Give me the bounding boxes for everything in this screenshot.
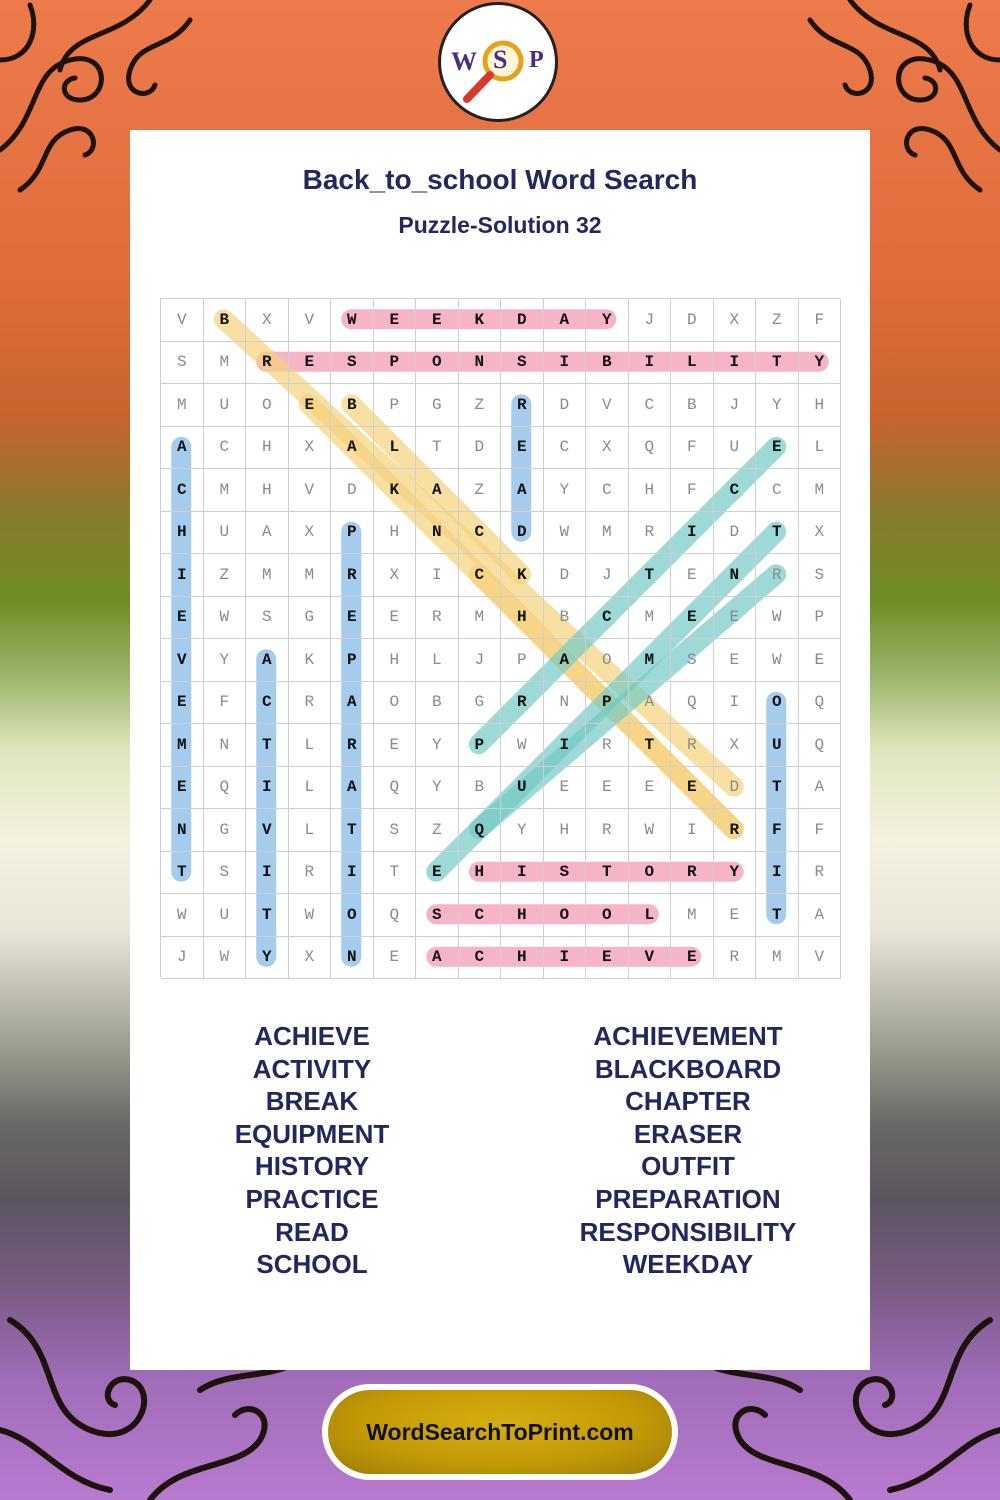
grid-cell[interactable]: I	[714, 682, 757, 725]
letter-grid	[160, 298, 840, 978]
grid-cell[interactable]: Y	[586, 299, 629, 342]
grid-cell[interactable]: Y	[416, 724, 459, 767]
grid-cell[interactable]: F	[756, 809, 799, 852]
grid-cell[interactable]: R	[416, 597, 459, 640]
grid-cell[interactable]: M	[756, 937, 799, 980]
grid-cell[interactable]: E	[671, 767, 714, 810]
word-list-item: WEEKDAY	[622, 1249, 754, 1280]
grid-cell[interactable]: W	[204, 597, 247, 640]
grid-cell[interactable]: E	[416, 299, 459, 342]
grid-cell[interactable]: R	[331, 554, 374, 597]
grid-cell[interactable]: W	[204, 937, 247, 980]
grid-cell[interactable]: I	[501, 852, 544, 895]
grid-cell[interactable]: P	[374, 384, 417, 427]
grid-cell[interactable]: M	[161, 724, 204, 767]
grid-cell[interactable]: O	[544, 894, 587, 937]
grid-cell[interactable]: C	[586, 469, 629, 512]
grid-cell[interactable]: Q	[374, 767, 417, 810]
grid-cell[interactable]: T	[246, 894, 289, 937]
grid-cell[interactable]: Q	[629, 427, 672, 470]
grid-cell[interactable]: B	[459, 767, 502, 810]
grid-cell[interactable]: C	[161, 469, 204, 512]
grid-cell[interactable]: C	[756, 469, 799, 512]
grid-cell[interactable]: R	[714, 809, 757, 852]
grid-cell[interactable]: E	[714, 894, 757, 937]
grid-cell[interactable]: Z	[204, 554, 247, 597]
grid-cell[interactable]: D	[544, 554, 587, 597]
grid-cell[interactable]: M	[204, 342, 247, 385]
grid-cell[interactable]: L	[374, 427, 417, 470]
grid-cell[interactable]: R	[289, 852, 332, 895]
word-list-item: OUTFIT	[641, 1151, 735, 1182]
grid-cell[interactable]: Y	[714, 852, 757, 895]
grid-cell[interactable]: S	[374, 809, 417, 852]
grid-cell[interactable]: I	[331, 852, 374, 895]
grid-cell[interactable]: M	[629, 639, 672, 682]
grid-cell[interactable]: A	[544, 299, 587, 342]
grid-cell[interactable]: C	[459, 554, 502, 597]
word-list-item: PRACTICE	[245, 1183, 379, 1214]
grid-cell[interactable]: E	[331, 597, 374, 640]
grid-cell[interactable]: U	[204, 384, 247, 427]
grid-cell[interactable]: D	[331, 469, 374, 512]
grid-cell[interactable]: X	[714, 299, 757, 342]
grid-cell[interactable]: S	[544, 852, 587, 895]
grid-cell[interactable]: R	[629, 512, 672, 555]
grid-cell[interactable]: A	[416, 937, 459, 980]
grid-cell[interactable]: R	[799, 852, 842, 895]
grid-cell[interactable]: A	[799, 894, 842, 937]
grid-cell[interactable]: Y	[799, 342, 842, 385]
grid-cell[interactable]: E	[161, 767, 204, 810]
grid-cell[interactable]: T	[629, 554, 672, 597]
grid-cell[interactable]: F	[799, 299, 842, 342]
grid-cell[interactable]: L	[289, 767, 332, 810]
grid-cell[interactable]: U	[714, 427, 757, 470]
grid-cell[interactable]: L	[416, 639, 459, 682]
grid-cell[interactable]: X	[374, 554, 417, 597]
grid-cell[interactable]: M	[289, 554, 332, 597]
grid-cell[interactable]: Q	[799, 682, 842, 725]
grid-cell[interactable]: R	[586, 809, 629, 852]
grid-cell[interactable]: B	[586, 342, 629, 385]
grid-cell[interactable]: H	[161, 512, 204, 555]
grid-cell[interactable]: A	[544, 639, 587, 682]
grid-cell[interactable]: H	[374, 512, 417, 555]
word-list-item: PREPARATION	[595, 1183, 781, 1214]
grid-cell[interactable]: Q	[459, 809, 502, 852]
grid-cell[interactable]: S	[501, 342, 544, 385]
grid-cell[interactable]: N	[161, 809, 204, 852]
grid-cell[interactable]: A	[246, 512, 289, 555]
grid-cell[interactable]: F	[799, 809, 842, 852]
grid-cell[interactable]: I	[671, 512, 714, 555]
grid-cell[interactable]: E	[374, 299, 417, 342]
grid-cell[interactable]: L	[289, 809, 332, 852]
grid-cell[interactable]: E	[374, 937, 417, 980]
grid-cell[interactable]: T	[416, 427, 459, 470]
page-title: Back_to_school Word Search	[302, 164, 698, 195]
word-list-item: ACHIEVE	[254, 1021, 370, 1051]
grid-cell[interactable]: T	[756, 342, 799, 385]
grid-cell[interactable]: H	[501, 597, 544, 640]
grid-cell[interactable]: V	[586, 384, 629, 427]
grid-cell[interactable]: X	[714, 724, 757, 767]
grid-cell[interactable]: F	[671, 427, 714, 470]
word-list-item: ERASER	[633, 1118, 743, 1149]
grid-cell[interactable]: S	[799, 554, 842, 597]
word-list-right	[538, 1020, 838, 1281]
grid-cell[interactable]: H	[374, 639, 417, 682]
word-list-item: SCHOOL	[256, 1249, 368, 1280]
grid-cell[interactable]: S	[416, 894, 459, 937]
grid-cell[interactable]: M	[204, 469, 247, 512]
grid-cell[interactable]: L	[671, 342, 714, 385]
grid-cell[interactable]: P	[586, 682, 629, 725]
grid-cell[interactable]: M	[629, 597, 672, 640]
grid-cell[interactable]: A	[161, 427, 204, 470]
grid-cell[interactable]: W	[331, 299, 374, 342]
grid-cell[interactable]: Q	[374, 894, 417, 937]
grid-cell[interactable]: W	[501, 724, 544, 767]
grid-cell[interactable]: T	[756, 767, 799, 810]
grid-cell[interactable]: X	[289, 427, 332, 470]
grid-cell[interactable]: U	[756, 724, 799, 767]
grid-cell[interactable]: K	[459, 299, 502, 342]
grid-cell[interactable]: A	[501, 469, 544, 512]
grid-cell[interactable]: Z	[416, 809, 459, 852]
grid-cell[interactable]: K	[374, 469, 417, 512]
grid-cell[interactable]: P	[331, 512, 374, 555]
grid-cell[interactable]: C	[544, 427, 587, 470]
grid-cell[interactable]: M	[799, 469, 842, 512]
grid-cell[interactable]: T	[246, 724, 289, 767]
word-list-item: RESPONSIBILITY	[579, 1216, 797, 1247]
grid-cell[interactable]: L	[799, 427, 842, 470]
grid-cell[interactable]: C	[459, 894, 502, 937]
page-subtitle: Puzzle-Solution 32	[398, 212, 602, 238]
grid-cell[interactable]: E	[501, 427, 544, 470]
grid-cell[interactable]: E	[289, 342, 332, 385]
grid-cell[interactable]: A	[246, 639, 289, 682]
grid-cell[interactable]: R	[501, 682, 544, 725]
grid-cell[interactable]: V	[799, 937, 842, 980]
grid-cell[interactable]: R	[714, 937, 757, 980]
grid-cell[interactable]: V	[629, 937, 672, 980]
grid-cell[interactable]: T	[586, 852, 629, 895]
grid-cell[interactable]: K	[289, 639, 332, 682]
grid-cell[interactable]: N	[416, 512, 459, 555]
grid-cell[interactable]: C	[459, 512, 502, 555]
grid-cell[interactable]: E	[756, 427, 799, 470]
grid-cell[interactable]: U	[204, 512, 247, 555]
word-list-item: READ	[275, 1216, 349, 1247]
grid-cell[interactable]: G	[416, 384, 459, 427]
grid-cell[interactable]: M	[671, 894, 714, 937]
grid-cell[interactable]: O	[374, 682, 417, 725]
grid-cell[interactable]: I	[544, 724, 587, 767]
grid-cell[interactable]: E	[629, 767, 672, 810]
grid-cell[interactable]: T	[629, 724, 672, 767]
grid-cell[interactable]: M	[459, 597, 502, 640]
grid-cell[interactable]: M	[161, 384, 204, 427]
grid-cell[interactable]: S	[204, 852, 247, 895]
grid-cell[interactable]: A	[331, 767, 374, 810]
grid-cell[interactable]: V	[246, 809, 289, 852]
grid-cell[interactable]: E	[714, 639, 757, 682]
grid-cell[interactable]: R	[671, 724, 714, 767]
grid-cell[interactable]: H	[246, 427, 289, 470]
grid-cell[interactable]: H	[501, 937, 544, 980]
grid-cell[interactable]: F	[671, 469, 714, 512]
puzzle-card	[130, 130, 870, 1370]
word-grid-area	[160, 298, 840, 978]
grid-cell[interactable]: C	[714, 469, 757, 512]
grid-cell[interactable]: L	[289, 724, 332, 767]
grid-cell[interactable]: B	[544, 597, 587, 640]
grid-cell[interactable]: W	[756, 597, 799, 640]
grid-cell[interactable]: M	[586, 512, 629, 555]
grid-cell[interactable]: S	[671, 639, 714, 682]
grid-cell[interactable]: S	[161, 342, 204, 385]
grid-cell[interactable]: R	[246, 342, 289, 385]
grid-cell[interactable]: T	[756, 512, 799, 555]
grid-cell[interactable]: I	[756, 852, 799, 895]
grid-cell[interactable]: Y	[756, 384, 799, 427]
grid-cell[interactable]: B	[204, 299, 247, 342]
grid-cell[interactable]: O	[331, 894, 374, 937]
grid-cell[interactable]: Q	[671, 682, 714, 725]
grid-cell[interactable]: H	[246, 469, 289, 512]
grid-cell[interactable]: E	[586, 767, 629, 810]
grid-cell[interactable]: W	[289, 894, 332, 937]
grid-cell[interactable]: E	[161, 682, 204, 725]
grid-cell[interactable]: W	[544, 512, 587, 555]
grid-cell[interactable]: N	[459, 342, 502, 385]
grid-cell[interactable]: U	[501, 767, 544, 810]
logo-letter-s: S	[493, 45, 508, 74]
grid-cell[interactable]: I	[246, 852, 289, 895]
grid-cell[interactable]: Q	[799, 724, 842, 767]
grid-cell[interactable]: I	[714, 342, 757, 385]
grid-cell[interactable]: E	[671, 937, 714, 980]
grid-cell[interactable]: P	[374, 342, 417, 385]
grid-cell[interactable]: I	[246, 767, 289, 810]
grid-cell[interactable]: K	[501, 554, 544, 597]
grid-cell[interactable]: E	[161, 597, 204, 640]
grid-cell[interactable]: H	[799, 384, 842, 427]
word-list-item: BREAK	[265, 1086, 359, 1117]
grid-cell[interactable]: V	[289, 469, 332, 512]
grid-cell[interactable]: Z	[459, 469, 502, 512]
grid-cell[interactable]: R	[501, 384, 544, 427]
grid-cell[interactable]: O	[756, 682, 799, 725]
grid-cell[interactable]: H	[459, 852, 502, 895]
grid-cell[interactable]: F	[204, 682, 247, 725]
grid-cell[interactable]: S	[331, 342, 374, 385]
grid-cell[interactable]: A	[331, 682, 374, 725]
grid-cell[interactable]: C	[629, 384, 672, 427]
grid-cell[interactable]: X	[799, 512, 842, 555]
grid-cell[interactable]: C	[246, 682, 289, 725]
grid-cell[interactable]: D	[501, 299, 544, 342]
logo-letter-p: P	[529, 47, 544, 73]
grid-cell[interactable]: D	[714, 512, 757, 555]
grid-cell[interactable]: Z	[459, 384, 502, 427]
grid-cell[interactable]: P	[459, 724, 502, 767]
word-list-item: ACTIVITY	[252, 1053, 372, 1084]
word-list-left	[162, 1020, 462, 1281]
grid-cell[interactable]: C	[204, 427, 247, 470]
grid-cell[interactable]: T	[374, 852, 417, 895]
grid-cell[interactable]: E	[289, 384, 332, 427]
grid-cell[interactable]: W	[161, 894, 204, 937]
grid-cell[interactable]: I	[544, 342, 587, 385]
grid-cell[interactable]: D	[501, 512, 544, 555]
grid-cell[interactable]: Y	[246, 937, 289, 980]
grid-cell[interactable]: O	[629, 852, 672, 895]
grid-cell[interactable]: J	[586, 554, 629, 597]
grid-cell[interactable]: N	[331, 937, 374, 980]
grid-cell[interactable]: J	[629, 299, 672, 342]
grid-cell[interactable]: D	[671, 299, 714, 342]
grid-cell[interactable]: T	[161, 852, 204, 895]
grid-cell[interactable]: H	[544, 809, 587, 852]
grid-cell[interactable]: V	[289, 299, 332, 342]
grid-cell[interactable]: C	[459, 937, 502, 980]
grid-cell[interactable]: V	[161, 639, 204, 682]
grid-cell[interactable]: A	[416, 469, 459, 512]
grid-cell[interactable]: I	[161, 554, 204, 597]
grid-cell[interactable]: S	[246, 597, 289, 640]
grid-cell[interactable]: D	[459, 427, 502, 470]
grid-cell[interactable]: B	[671, 384, 714, 427]
grid-cell[interactable]: D	[714, 767, 757, 810]
grid-cell[interactable]: U	[204, 894, 247, 937]
word-list-item: EQUIPMENT	[234, 1118, 390, 1149]
grid-cell[interactable]: E	[671, 597, 714, 640]
wsp-logo[interactable]	[438, 2, 558, 122]
grid-cell[interactable]: V	[161, 299, 204, 342]
word-list-item: HISTORY	[254, 1151, 370, 1182]
grid-cell[interactable]: Y	[501, 809, 544, 852]
grid-cell[interactable]: Y	[544, 469, 587, 512]
grid-cell[interactable]: H	[629, 469, 672, 512]
grid-cell[interactable]: E	[374, 724, 417, 767]
grid-cell[interactable]: W	[629, 809, 672, 852]
grid-cell[interactable]: E	[374, 597, 417, 640]
grid-cell[interactable]: E	[544, 767, 587, 810]
word-list-item: ACHIEVEMENT	[593, 1021, 783, 1051]
grid-cell[interactable]: H	[501, 894, 544, 937]
grid-cell[interactable]: O	[586, 639, 629, 682]
grid-cell[interactable]: J	[459, 639, 502, 682]
grid-cell[interactable]: R	[331, 724, 374, 767]
grid-cell[interactable]: N	[544, 682, 587, 725]
grid-cell[interactable]: C	[586, 597, 629, 640]
grid-cell[interactable]: X	[289, 512, 332, 555]
grid-cell[interactable]: L	[629, 894, 672, 937]
grid-cell[interactable]: O	[246, 384, 289, 427]
grid-cell[interactable]: W	[756, 639, 799, 682]
grid-cell[interactable]: O	[586, 894, 629, 937]
grid-cell[interactable]: I	[671, 809, 714, 852]
grid-cell[interactable]: I	[416, 554, 459, 597]
grid-cell[interactable]: R	[756, 554, 799, 597]
grid-cell[interactable]: E	[799, 639, 842, 682]
word-list-item: BLACKBOARD	[594, 1053, 782, 1084]
grid-cell[interactable]: O	[416, 342, 459, 385]
grid-cell[interactable]: G	[289, 597, 332, 640]
word-list-item: CHAPTER	[625, 1086, 751, 1117]
grid-cell[interactable]: B	[416, 682, 459, 725]
grid-cell[interactable]: D	[544, 384, 587, 427]
grid-cell[interactable]: A	[331, 427, 374, 470]
grid-cell[interactable]: E	[714, 597, 757, 640]
grid-cell[interactable]: I	[544, 937, 587, 980]
grid-cell[interactable]: E	[586, 937, 629, 980]
grid-cell[interactable]: X	[289, 937, 332, 980]
grid-cell[interactable]: Y	[416, 767, 459, 810]
grid-cell[interactable]: R	[671, 852, 714, 895]
grid-cell[interactable]: Q	[204, 767, 247, 810]
grid-cell[interactable]: G	[459, 682, 502, 725]
grid-cell[interactable]: T	[756, 894, 799, 937]
grid-cell[interactable]: Z	[756, 299, 799, 342]
grid-cell[interactable]: B	[331, 384, 374, 427]
grid-cell[interactable]: N	[714, 554, 757, 597]
grid-cell[interactable]: G	[204, 809, 247, 852]
grid-cell[interactable]: A	[799, 767, 842, 810]
grid-cell[interactable]: E	[671, 554, 714, 597]
grid-cell[interactable]: N	[204, 724, 247, 767]
site-link-button[interactable]	[322, 1384, 678, 1480]
grid-cell[interactable]: P	[331, 639, 374, 682]
grid-cell[interactable]: Y	[204, 639, 247, 682]
grid-cell[interactable]: P	[501, 639, 544, 682]
grid-cell[interactable]: E	[416, 852, 459, 895]
grid-cell[interactable]: R	[289, 682, 332, 725]
grid-cell[interactable]: I	[629, 342, 672, 385]
site-link-label: WordSearchToPrint.com	[328, 1390, 672, 1474]
grid-cell[interactable]: J	[714, 384, 757, 427]
grid-cell[interactable]: T	[331, 809, 374, 852]
grid-cell[interactable]: M	[246, 554, 289, 597]
grid-cell[interactable]: R	[586, 724, 629, 767]
logo-letter-w: W	[451, 47, 477, 76]
grid-cell[interactable]: A	[629, 682, 672, 725]
grid-cell[interactable]: J	[161, 937, 204, 980]
grid-cell[interactable]: X	[246, 299, 289, 342]
grid-cell[interactable]: P	[799, 597, 842, 640]
grid-cell[interactable]: X	[586, 427, 629, 470]
